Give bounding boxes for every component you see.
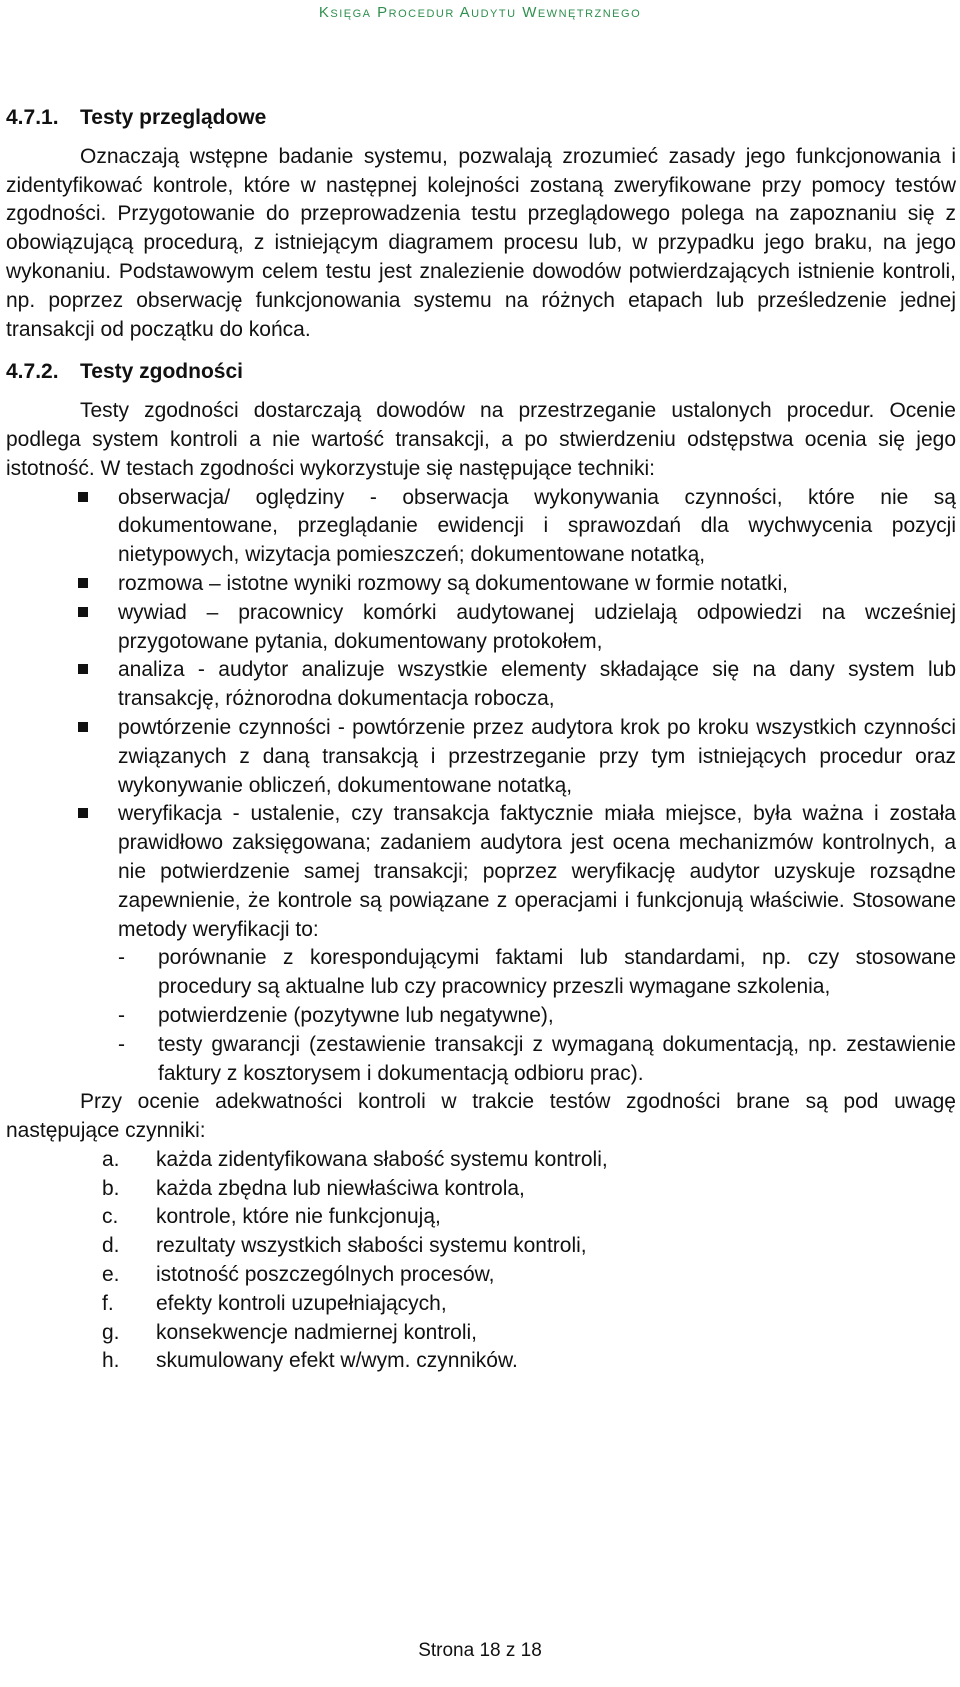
- section-heading-4-7-1: [6, 104, 956, 133]
- running-header: Księga Procedur Audytu Wewnętrznego: [318, 4, 642, 21]
- factors-list: [6, 1146, 956, 1376]
- list-letter: d.: [102, 1234, 120, 1258]
- square-bullet-icon: [78, 578, 88, 588]
- list-letter: h.: [102, 1349, 120, 1373]
- paragraph-factors-intro: Przy ocenie adekwatności kontroli w trakcie testów zgodności brane są pod uwagę następujące czynniki:: [6, 1090, 956, 1143]
- list-letter: f.: [102, 1291, 114, 1315]
- verification-methods-list: [118, 944, 956, 1088]
- document-body: [6, 104, 956, 1376]
- list-letter: c.: [102, 1205, 119, 1229]
- section-heading-4-7-2: [6, 358, 956, 387]
- list-item: - porównanie z korespondującymi faktami lub standardami, np. czy stosowane procedury są aktualne lub czy pracownicy przeszli wymagane szkolenia,: [118, 946, 956, 999]
- square-bullet-icon: [78, 808, 88, 818]
- square-bullet-icon: [78, 722, 88, 732]
- list-item: c. kontrole, które nie funkcjonują,: [156, 1203, 956, 1232]
- list-item: b. każda zbędna lub niewłaściwa kontrola,: [156, 1175, 956, 1204]
- paragraph-review-tests: Oznaczają wstępne badanie systemu, pozwalają zrozumieć zasady jego funkcjonowania i zidentyfikować kontrole, które w następnej kolejności zostaną zweryfikowane przy pomocy testów zgodności. Przygotowanie do przeprowadzenia testu przeglądowego polega na zapoznaniu się z obowiązującą procedurą, z istniejącym diagramem procesu lub, w przypadku jego braku, na jego wykonaniu. Podstawowym celem testu jest znalezienie dowodów potwierdzających istnienie kontroli, np. poprzez obserwację funkcjonowania systemu na różnych etapach lub prześledzenie jednej transakcji od początku do końca.: [6, 144, 956, 341]
- list-item: wywiad – pracownicy komórki audytowanej udzielają odpowiedzi na wcześniej przygotowane pytania, dokumentowany protokołem,: [118, 599, 956, 657]
- section-title: Testy przeglądowe: [80, 106, 267, 129]
- list-item: - potwierdzenie (pozytywne lub negatywne),: [158, 1002, 956, 1031]
- paragraph-compliance-tests: Testy zgodności dostarczają dowodów na przestrzeganie ustalonych procedur. Ocenie podlega system kontroli a nie wartość transakcji, a po stwierdzeniu odstępstwa ocenia się jego istotność. W testach zgodności wykorzystuje się następujące techniki:: [6, 399, 956, 480]
- square-bullet-icon: [78, 664, 88, 674]
- list-item: e. istotność poszczególnych procesów,: [156, 1261, 956, 1290]
- list-letter: e.: [102, 1263, 120, 1287]
- dash-marker: -: [118, 1032, 125, 1056]
- list-item: weryfikacja - ustalenie, czy transakcja faktycznie miała miejsce, była ważna i została prawidłowo zaksięgowana; zadaniem audytora jest ocena mechanizmów kontrolnych, a nie potwierdzenie samej transakcji; poprzez weryfikację audytor uzyskuje rozsądne zapewnienie, że kontrole są powiązane z operacjami i funkcjonują właściwie. Stosowane metody weryfikacji to: - porównanie z korespondującymi faktami lub standardami, np. czy stosowane procedury są aktualne lub czy pracownicy przeszli wymagane szkolenia, - potwierdzenie (pozytywne lub negatywne), - testy gwarancji (zestawienie transakcji z wymaganą dokumentacją, np. zestawienie faktury z kosztorysem i dokumentacją odbioru prac).: [118, 800, 956, 1088]
- list-item: f. efekty kontroli uzupełniających,: [156, 1290, 956, 1319]
- section-number: 4.7.1.: [6, 106, 59, 129]
- list-item: - testy gwarancji (zestawienie transakcji z wymaganą dokumentacją, np. zestawienie faktury z kosztorysem i dokumentacją odbioru prac).: [118, 1032, 956, 1085]
- list-letter: g.: [102, 1320, 120, 1344]
- list-letter: b.: [102, 1176, 120, 1200]
- list-letter: a.: [102, 1147, 120, 1171]
- list-item: a. każda zidentyfikowana słabość systemu kontroli,: [156, 1146, 956, 1175]
- techniques-list: [6, 484, 956, 1089]
- list-item: analiza - audytor analizuje wszystkie elementy składające się na dany system lub transakcję, różnorodna dokumentacja robocza,: [118, 656, 956, 714]
- dash-marker: -: [118, 946, 125, 970]
- list-item: obserwacja/ oględziny - obserwacja wykonywania czynności, które nie są dokumentowane, przeglądanie ewidencji i sprawozdań dla wychwycenia pozycji nietypowych, wizytacja pomieszczeń; dokumentowane notatką,: [118, 484, 956, 570]
- list-item: powtórzenie czynności - powtórzenie przez audytora krok po kroku wszystkich czynności związanych z daną transakcją i przestrzeganie przy tym istniejących procedur oraz wykonywanie obliczeń, dokumentowane notatką,: [118, 714, 956, 800]
- square-bullet-icon: [78, 607, 88, 617]
- page-number: Strona 18 z 18: [418, 1640, 542, 1661]
- list-item: h. skumulowany efekt w/wym. czynników.: [156, 1347, 956, 1376]
- section-number: 4.7.2.: [6, 360, 59, 384]
- list-item: rozmowa – istotne wyniki rozmowy są dokumentowane w formie notatki,: [118, 570, 956, 599]
- dash-marker: -: [118, 1003, 125, 1027]
- section-title: Testy zgodności: [80, 360, 243, 384]
- list-item: d. rezultaty wszystkich słabości systemu kontroli,: [156, 1232, 956, 1261]
- list-item: g. konsekwencje nadmiernej kontroli,: [156, 1319, 956, 1348]
- square-bullet-icon: [78, 492, 88, 502]
